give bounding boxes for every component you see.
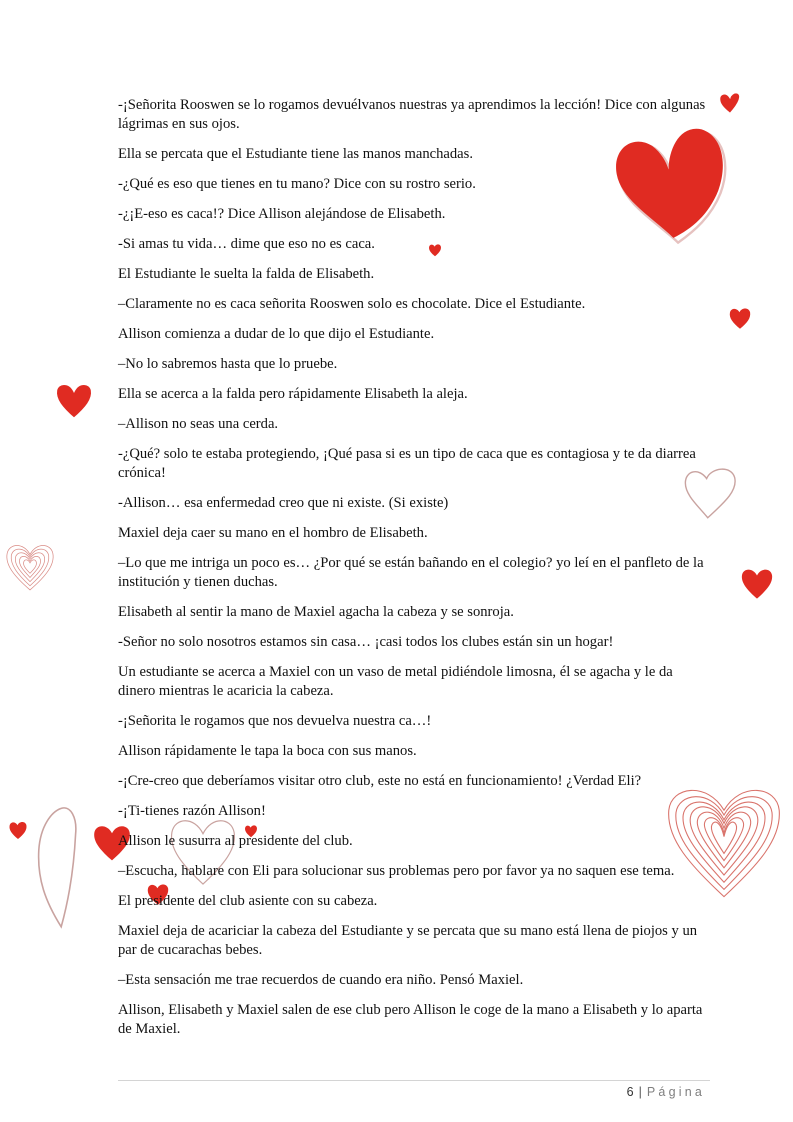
paragraph: Allison, Elisabeth y Maxiel salen de ese club pero Allison le coge de la mano a Elisabeth y lo aparta de Maxiel. — [118, 1002, 703, 1037]
paragraph: El presidente del club asiente con su cabeza. — [118, 893, 378, 909]
paragraph: Ella se percata que el Estudiante tiene las manos manchadas. — [118, 146, 473, 162]
paragraph: -¡Señorita Rooswen se lo rogamos devuélvanos nuestras ya aprendimos la lección! Dice con algunas lágrimas en sus ojos. — [118, 97, 706, 132]
paragraph: Allison le susurra al presidente del club. — [118, 833, 353, 849]
page-footer — [627, 1085, 705, 1099]
paragraph: -¿Qué es eso que tienes en tu mano? Dice con su rostro serio. — [118, 176, 476, 192]
paragraph: Maxiel deja caer su mano en el hombro de Elisabeth. — [118, 525, 428, 541]
paragraph: –No lo sabremos hasta que lo pruebe. — [118, 356, 338, 372]
paragraph: -¡Señorita le rogamos que nos devuelva nuestra ca…! — [118, 713, 432, 729]
paragraph: -¿Qué? solo te estaba protegiendo, ¡Qué pasa si es un tipo de caca que es contagiosa y te da diarrea crónica! — [118, 446, 696, 481]
page-number: 6 — [626, 1085, 634, 1099]
paragraph: -Señor no solo nosotros estamos sin casa… ¡casi todos los clubes están sin un hogar! — [118, 634, 614, 650]
paragraph: El Estudiante le suelta la falda de Elisabeth. — [118, 266, 375, 282]
paragraph: –Escucha, hablare con Eli para solucionar sus problemas pero por favor ya no saquen ese tema. — [118, 863, 675, 879]
outline-heart-icon — [34, 798, 82, 934]
paragraph: Elisabeth al sentir la mano de Maxiel agacha la cabeza y se sonroja. — [118, 604, 514, 620]
paragraph: –Claramente no es caca señorita Rooswen solo es chocolate. Dice el Estudiante. — [118, 296, 586, 312]
heart-icon — [54, 374, 94, 426]
paragraph: –Allison no seas una cerda. — [118, 416, 279, 432]
striped-heart-icon — [4, 528, 56, 604]
paragraph: –Esta sensación me trae recuerdos de cuando era niño. Pensó Maxiel. — [118, 972, 524, 988]
paragraph: Ella se acerca a la falda pero rápidamente Elisabeth la aleja. — [118, 386, 468, 402]
heart-icon — [718, 84, 742, 122]
paragraph: -¡Cre-creo que deberíamos visitar otro club, este no está en funcionamiento! ¿Verdad Eli? — [118, 773, 642, 789]
footer-divider — [118, 1080, 710, 1081]
paragraph: Allison rápidamente le tapa la boca con sus manos. — [118, 743, 417, 759]
paragraph: Allison comienza a dudar de lo que dijo el Estudiante. — [118, 326, 435, 342]
paragraph: -¡Ti-tienes razón Allison! — [118, 803, 266, 819]
footer-separator: | — [638, 1085, 642, 1099]
small-heart-icon — [8, 814, 28, 846]
heart-icon — [728, 300, 752, 336]
paragraph: –Lo que me intriga un poco es… ¿Por qué se están bañando en el colegio? yo leí en el panfleto de la institución y tienen duchas. — [118, 555, 704, 590]
document-text-body — [118, 96, 708, 1050]
paragraph: Maxiel deja de acariciar la cabeza del Estudiante y se percata que su mano está llena de piojos y un par de cucarachas bebes. — [118, 923, 698, 958]
paragraph: -Allison… esa enfermedad creo que ni existe. (Si existe) — [118, 495, 449, 511]
paragraph: Un estudiante se acerca a Maxiel con un vaso de metal pidiéndole limosna, él se agacha y le da dinero mientras le acaricia la cabeza. — [118, 664, 673, 699]
paragraph: -Si amas tu vida… dime que eso no es caca. — [118, 236, 375, 252]
paragraph: -¿¡E-eso es caca!? Dice Allison alejándose de Elisabeth. — [118, 206, 446, 222]
heart-icon — [740, 556, 774, 610]
page-label: Página — [646, 1085, 705, 1099]
